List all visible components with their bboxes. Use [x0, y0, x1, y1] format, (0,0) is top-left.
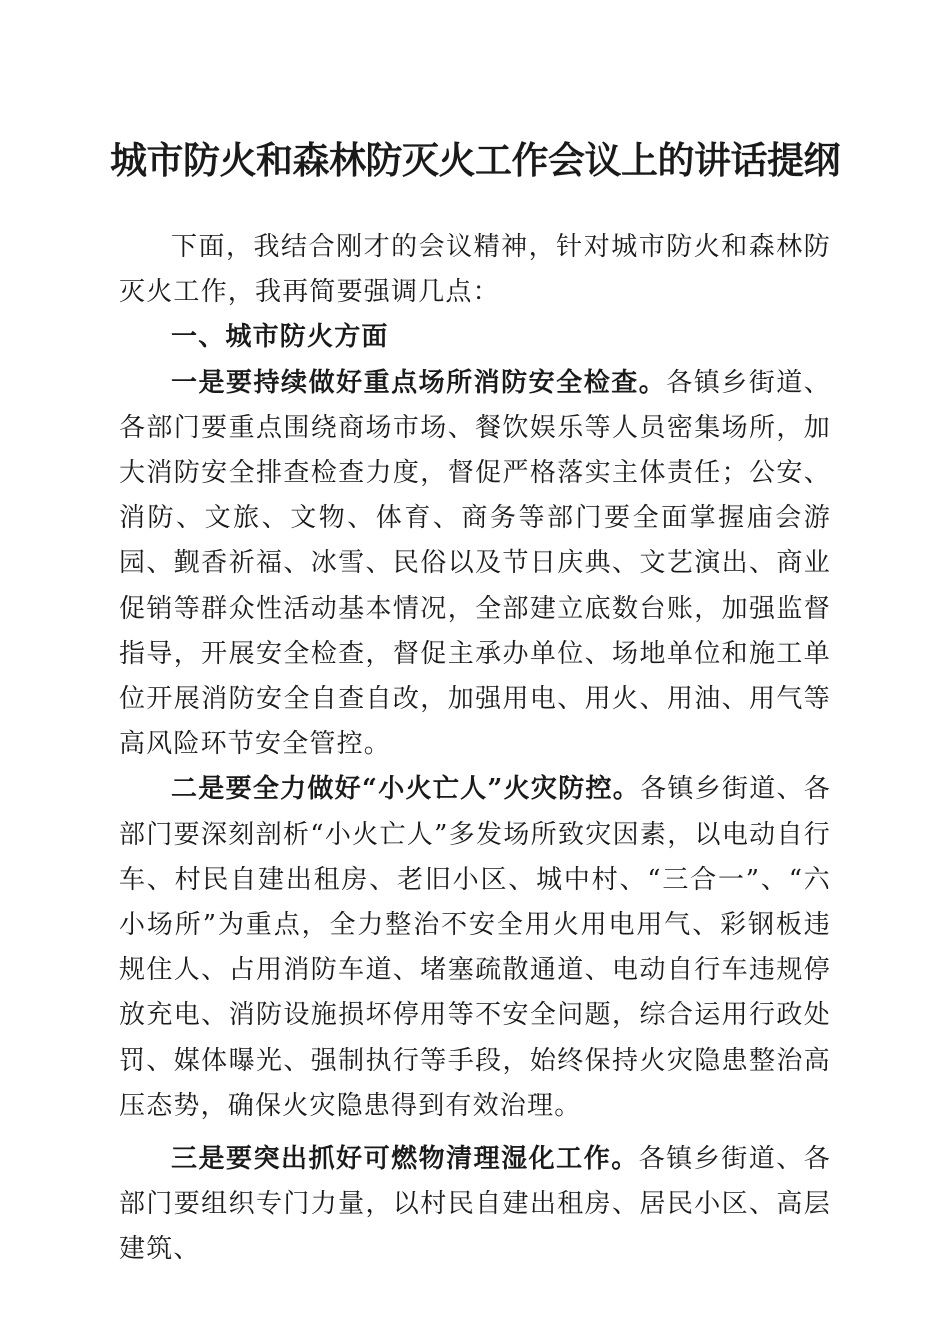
- document-body: [119, 225, 831, 1273]
- paragraph-2: [119, 767, 831, 1129]
- paragraph-3: [119, 1137, 831, 1273]
- intro-paragraph: 下面，我结合刚才的会议精神，针对城市防火和森林防灭火工作，我再简要强调几点：: [119, 232, 831, 308]
- paragraph-1-body: 各镇乡街道、各部门要重点围绕商场市场、餐饮娱乐等人员密集场所，加大消防安全排查检查力度，督促严格落实主体责任；公安、消防、文旅、文物、体育、商务等部门要全面掌握庙会游园、觐香祈福、冰雪、民俗以及节日庆典、文艺演出、商业促销等群众性活动基本情况，全部建立底数台账，加强监督指导，开展安全检查，督促主承办单位、场地单位和施工单位开展消防安全自查自改，加强用电、用火、用油、用气等高风险环节安全管控。: [119, 367, 831, 760]
- document-title: 城市防火和森林防灭火工作会议上的讲话提纲: [110, 138, 840, 182]
- paragraph-1-lead: 一是要持续做好重点场所消防安全检查。: [171, 367, 667, 398]
- paragraph-3-lead: 三是要突出抓好可燃物清理湿化工作。: [171, 1144, 639, 1175]
- section-heading-urban-fire: 一、城市防火方面: [171, 322, 389, 353]
- paragraph-2-lead: 二是要全力做好“小火亡人”火灾防控。: [171, 774, 641, 805]
- paragraph-3-body: 各镇乡街道、各部门要组织专门力量，以村民自建出租房、居民小区、高层建筑、: [119, 1144, 831, 1265]
- paragraph-1: [119, 361, 831, 768]
- paragraph-2-body: 各镇乡街道、各部门要深刻剖析“小火亡人”多发场所致灾因素，以电动自行车、村民自建出租房、老旧小区、城中村、“三合一”、“六小场所”为重点，全力整治不安全用火用电用气、彩钢板违规住人、占用消防车道、堵塞疏散通道、电动自行车违规停放充电、消防设施损坏停用等不安全问题，综合运用行政处罚、媒体曝光、强制执行等手段，始终保持火灾隐患整治高压态势，确保火灾隐患得到有效治理。: [119, 774, 831, 1121]
